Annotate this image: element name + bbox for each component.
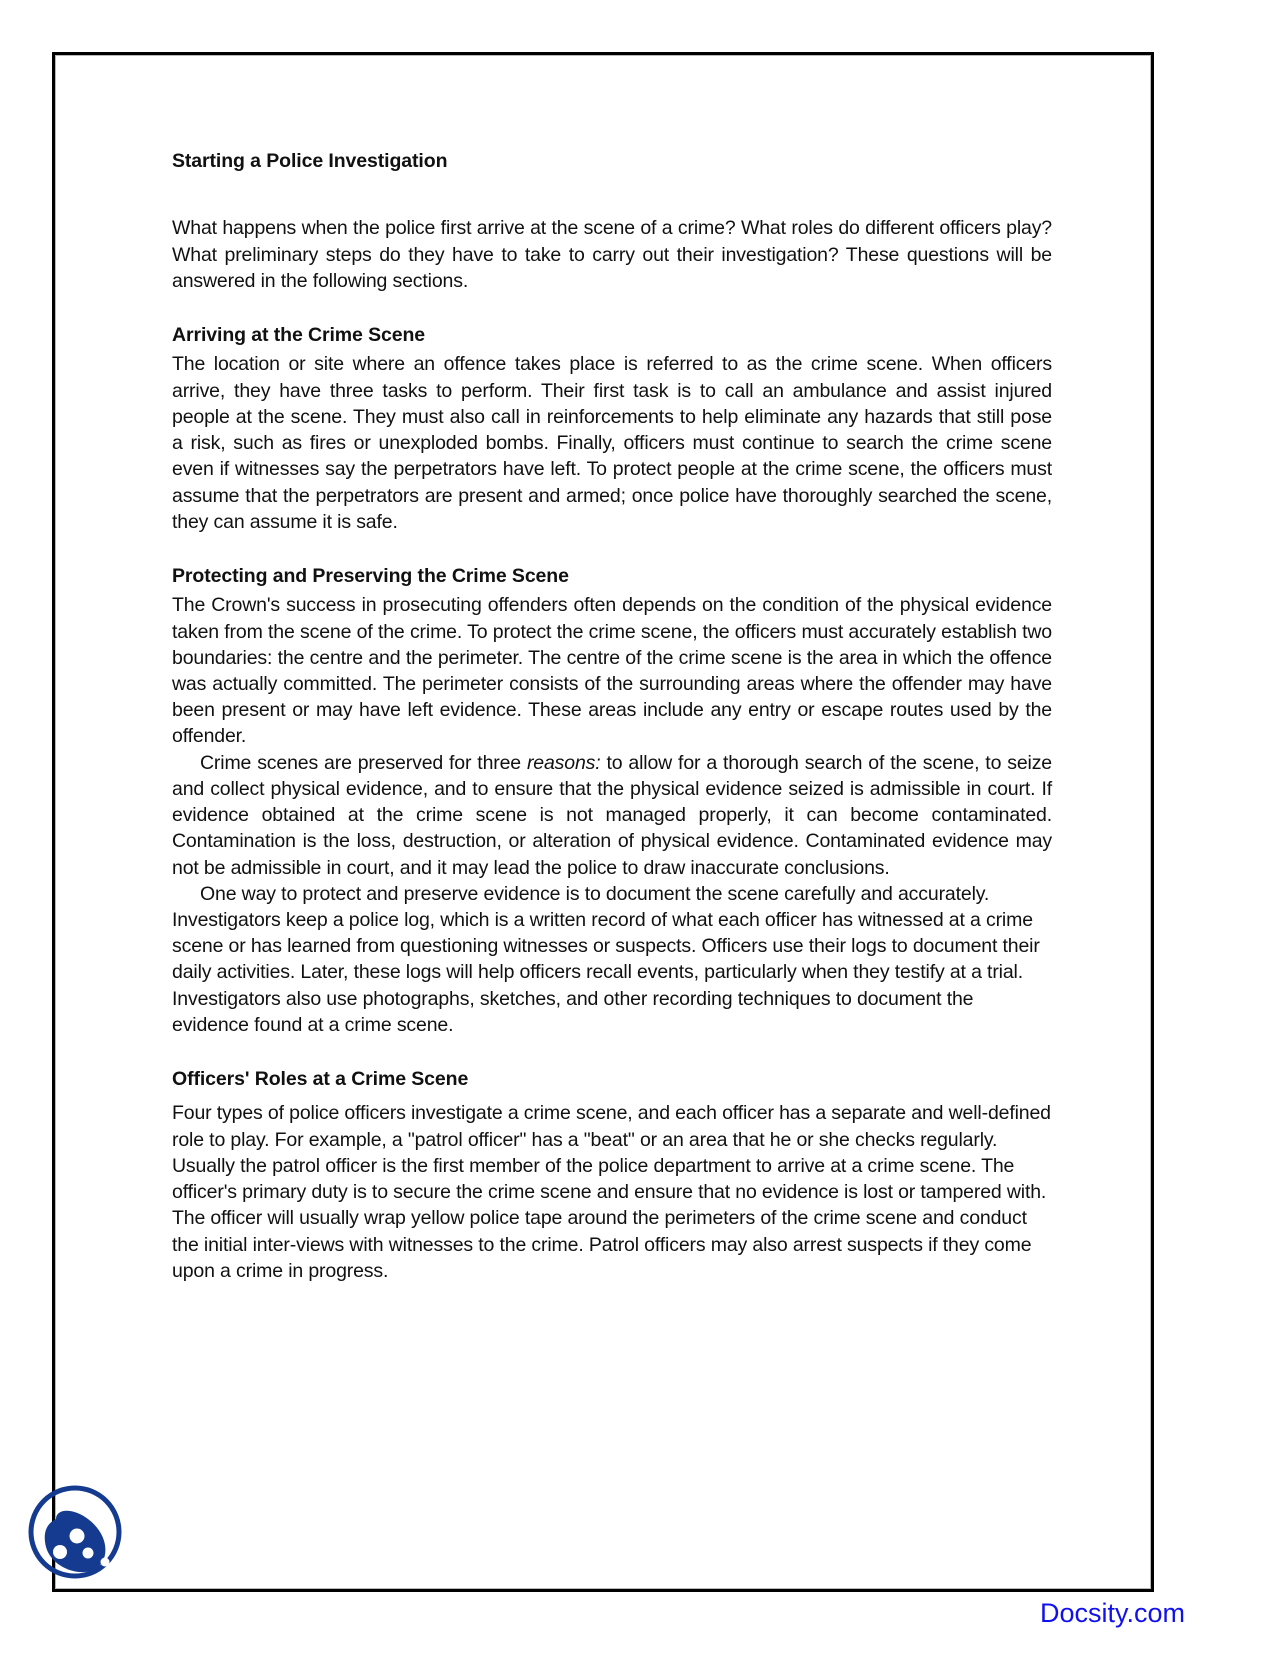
section-heading-protecting-and-preserving-the-crime-scene: Protecting and Preserving the Crime Scene xyxy=(172,564,569,587)
emphasis-reasons: reasons: xyxy=(526,751,601,774)
paragraph-reasons-text-post: to allow for a thorough search of the scene, to seize and collect physical evidence, and to ensure that the physical evidence seized is admissible in court. If evidence obtained at the crime scene is not managed properly, it can become contaminated. Contamination is the loss, destruction, or alteration of physical evidence. Contaminated evidence may not be admissible in court, and it may lead the police to draw inaccurate conclusions. xyxy=(172,751,1052,879)
docsity-leaf-logo-icon xyxy=(26,1483,124,1581)
spacer xyxy=(172,1038,1052,1068)
paragraph-arriving-body: The location or site where an offence takes place is referred to as the crime scene. When officers arrive, they have three tasks to perform. Their first task is to call an ambulance and assist injured people at the scene. They must also call in reinforcements to help eliminate any hazards that still pose a risk, such as fires or unexploded bombs. Finally, officers must continue to search the crime scene even if witnesses say the perpetrators have left. To protect people at the crime scene, the officers must assume that the perpetrators are present and armed; once police have thoroughly searched the scene, they can assume it is safe. xyxy=(172,353,1052,533)
section-heading-starting-a-police-investigation: Starting a Police Investigation xyxy=(172,150,448,172)
spacer xyxy=(172,535,1052,565)
section-heading-arriving-at-the-crime-scene: Arriving at the Crime Scene xyxy=(172,324,426,347)
paragraph-protecting-boundaries: The Crown's success in prosecuting offenders often depends on the condition of the physical evidence taken from the scene of the crime. To protect the crime scene, the officers must accurately establish two boundaries: the centre and the perimeter. The centre of the crime scene is the area in which the offence was actually committed. The perimeter consists of the surrounding areas where the offender may have been present or may have left evidence. These areas include any entry or escape routes used by the offender. xyxy=(172,594,1052,748)
document-page-border xyxy=(52,52,1154,1592)
spacer xyxy=(172,1091,1052,1100)
paragraph-officers-roles-body: Four types of police officers investigate a crime scene, and each officer has a separate and well-defined role to play. For example, a "patrol officer" has a "beat" or an area that he or she checks regularly. Usually the patrol officer is the first member of the police department to arrive at a crime scene. The officer's primary duty is to secure the crime scene and ensure that no evidence is lost or tampered with. The officer will usually wrap yellow police tape around the perimeters of the crime scene and conduct the initial inter-views with witnesses to the crime. Patrol officers may also arrest suspects if they come upon a crime in progress. xyxy=(172,1102,1051,1282)
paragraph-reasons-text-pre: Crime scenes are preserved for three xyxy=(200,751,527,774)
paragraph-starting-intro: What happens when the police first arrive at the scene of a crime? What roles do different officers play? What preliminary steps do they have to take to carry out their investigation? These questions will be answered in the following sections. xyxy=(172,217,1052,292)
paragraph-preserved-reasons xyxy=(172,750,1052,881)
document-content xyxy=(172,150,1052,1284)
section-heading-officers-roles-at-a-crime-scene: Officers' Roles at a Crime Scene xyxy=(172,1068,469,1091)
paragraph-document-the-scene: One way to protect and preserve evidence is to document the scene carefully and accurately. Investigators keep a police log, which is a written record of what each officer has witnessed at a crime scene or has learned from questioning witnesses or suspects. Officers use their logs to document their daily activities. Later, these logs will help officers recall events, particularly when they testify at a trial. Investigators also use photographs, sketches, and other recording techniques to document the evidence found at a crime scene. xyxy=(172,882,1040,1036)
spacer xyxy=(172,173,1052,215)
spacer xyxy=(172,294,1052,324)
docsity-watermark-url[interactable]: Docsity.com xyxy=(1040,1598,1186,1628)
